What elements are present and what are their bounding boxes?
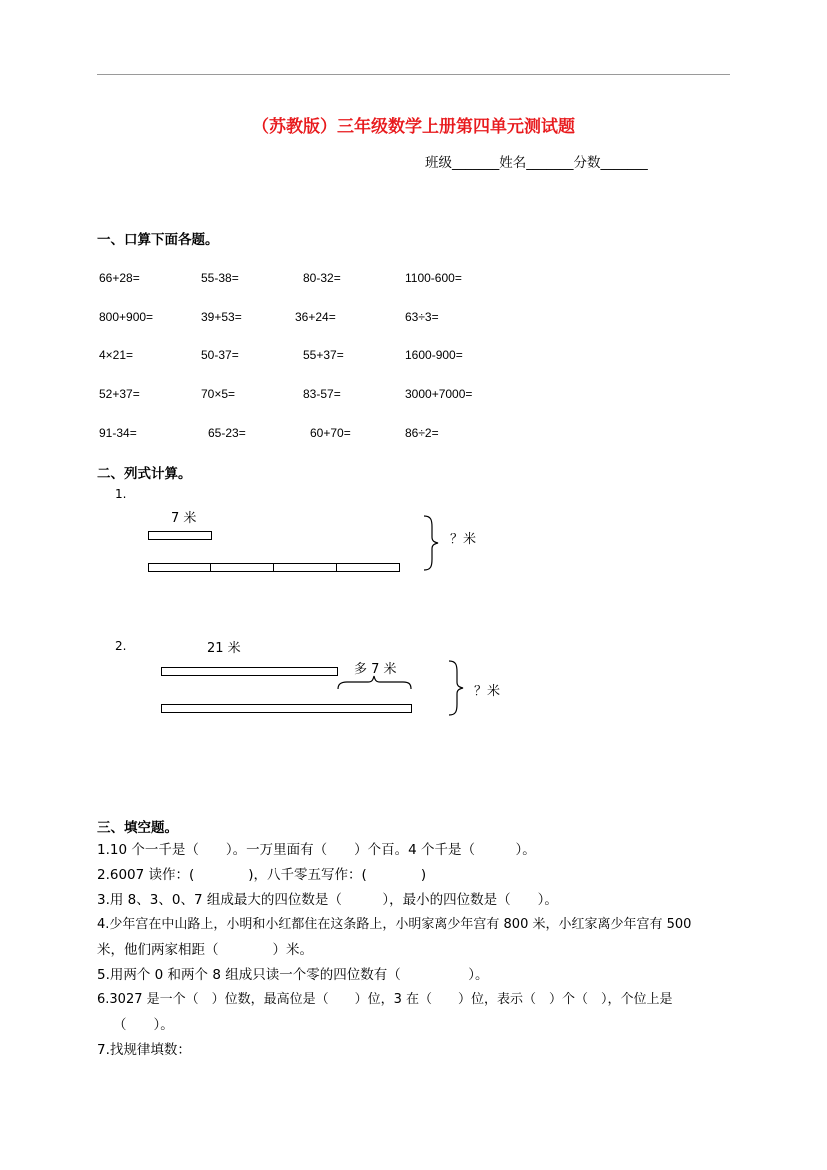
problem2-top-label: 21 米 [207, 641, 241, 656]
calc-item: 1100-600= [405, 271, 462, 285]
calc-item: 66+28= [99, 271, 140, 285]
calc-item: 63÷3= [405, 310, 439, 324]
calc-item: 86÷2= [405, 426, 439, 440]
fill-question: 7.找规律填数： [97, 1042, 191, 1058]
calc-item: 70×5= [201, 387, 236, 401]
problem2-number: 2. [115, 639, 127, 653]
problem2-right-brace [449, 661, 463, 715]
calc-item: 39+53= [201, 310, 242, 324]
calc-item: 1600-900= [405, 348, 463, 362]
calc-item: 800+900= [99, 310, 154, 324]
fill-question: 2.6007 读作：( )，八千零五写作：( ) [97, 867, 427, 883]
fill-question: 1.10 个一千是（ ）。一万里面有（ ）个百。4 个千是（ ）。 [97, 842, 536, 858]
fill-question: 3.用 8、3、0、7 组成最大的四位数是（ ），最小的四位数是（ ）。 [97, 892, 558, 908]
calc-item: 65-23= [208, 426, 246, 440]
problem1-right-brace [424, 516, 438, 570]
section2-heading: 二、列式计算。 [97, 466, 192, 482]
problem2-diff-label: 多 7 米 [354, 662, 397, 677]
calc-item: 55-38= [201, 271, 239, 285]
problem1-number: 1. [115, 487, 127, 501]
problem2-top-brace [338, 676, 411, 689]
fill-question-continued: （ ）。 [113, 1017, 174, 1033]
problem1-answer-label: ？米 [450, 532, 477, 547]
calc-item: 60+70= [310, 426, 351, 440]
calc-item: 83-57= [303, 387, 341, 401]
calc-item: 3000+7000= [405, 387, 473, 401]
problem2-answer-label: ？米 [474, 684, 501, 699]
section3-heading: 三、填空题。 [97, 820, 178, 836]
calc-item: 4×21= [99, 348, 134, 362]
score-field: 分数_______ [573, 155, 648, 171]
calc-item: 55+37= [303, 348, 344, 362]
name-field: 姓名_______ [499, 155, 574, 171]
calc-item: 80-32= [303, 271, 341, 285]
calc-item: 91-34= [99, 426, 137, 440]
fill-question: 6.3027 是一个（ ）位数，最高位是（ ）位，3 在（ ）位，表示（ ）个（ ），个位上是 [97, 992, 673, 1007]
class-field: 班级_______ [425, 155, 500, 171]
fill-question: 4.少年宫在中山路上，小明和小红都住在这条路上，小明家离少年宫有 800 米，小红家离少年宫有 500 [97, 917, 692, 932]
fill-question: 5.用两个 0 和两个 8 组成只读一个零的四位数有（ ）。 [97, 967, 489, 983]
problem1-top-label: 7 米 [171, 511, 197, 526]
section1-heading: 一、口算下面各题。 [97, 232, 219, 248]
calc-item: 52+37= [99, 387, 140, 401]
calc-item: 50-37= [201, 348, 239, 362]
page-title: （苏教版）三年级数学上册第四单元测试题 [252, 117, 575, 137]
fill-question-continued: 米，他们两家相距（ ）米。 [97, 942, 313, 958]
calc-item: 36+24= [295, 310, 336, 324]
